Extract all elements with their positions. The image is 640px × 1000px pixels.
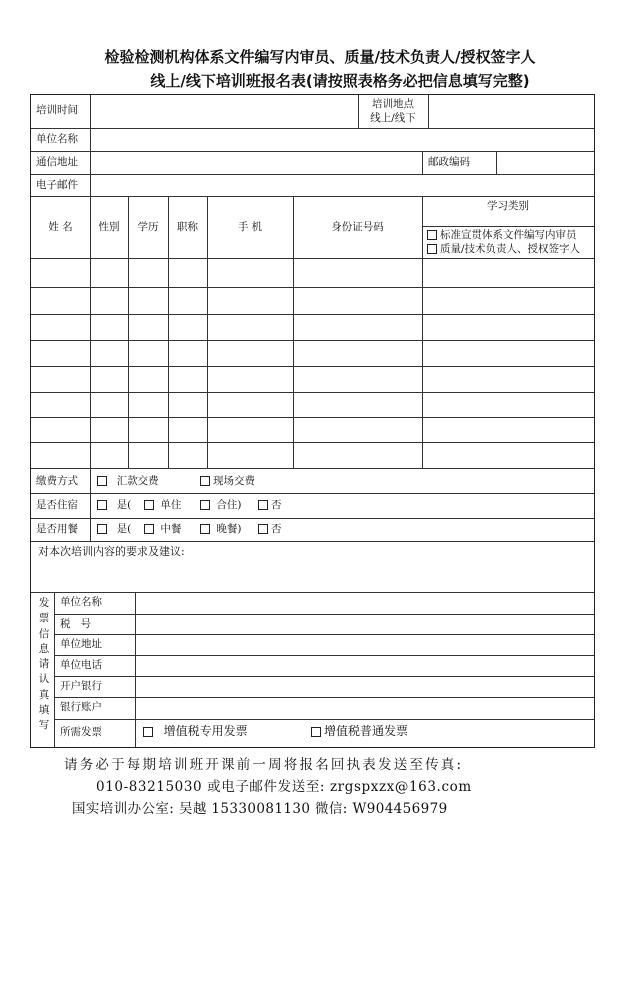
header-title: 职称: [177, 221, 198, 233]
address-field[interactable]: [91, 152, 422, 174]
invoice-option-special-vat[interactable]: 增值税专用发票: [143, 725, 248, 738]
checkbox-icon: [144, 524, 154, 534]
header-name: 姓 名: [48, 221, 73, 233]
form-title-line1: 检验检测机构体系文件编写内审员、质量/技术负责人/授权签字人: [104, 48, 536, 66]
invoice-bank-field[interactable]: [136, 677, 594, 697]
invoice-unit-name-label: 单位名称: [60, 596, 102, 608]
checkbox-icon: [427, 230, 437, 240]
meals-lunch[interactable]: 中餐: [144, 523, 181, 536]
invoice-tax-no-label: 税 号: [60, 618, 92, 630]
invoice-bank-label: 开户银行: [60, 680, 102, 692]
checkbox-icon: [143, 727, 153, 737]
meals-no[interactable]: 否: [258, 523, 282, 536]
lodging-no[interactable]: 否: [258, 499, 282, 512]
invoice-unit-address-field[interactable]: [136, 635, 594, 655]
header-study-category: 学习类别: [487, 200, 529, 212]
invoice-tax-no-field[interactable]: [136, 615, 594, 634]
training-location-label-line2: 线上/线下: [370, 112, 416, 124]
invoice-unit-address-label: 单位地址: [60, 638, 102, 650]
email-field[interactable]: [91, 175, 594, 196]
lodging-label: 是否住宿: [36, 499, 78, 511]
checkbox-icon: [200, 500, 210, 510]
invoice-unit-name-field[interactable]: [136, 593, 594, 614]
training-time-field[interactable]: [91, 96, 358, 128]
payment-label: 缴费方式: [36, 475, 78, 487]
form-title-line2: 线上/线下培训班报名表(请按照表格务必把信息填写完整): [150, 72, 530, 90]
invoice-required-label: 所需发票: [60, 726, 102, 738]
lodging-single[interactable]: 单住: [144, 499, 181, 512]
training-location-label-line1: 培训地点: [372, 98, 414, 110]
payment-option-remittance[interactable]: 汇款交费: [97, 475, 159, 488]
unit-name-field[interactable]: [91, 129, 594, 151]
meals-label: 是否用餐: [36, 523, 78, 535]
checkbox-icon: [97, 500, 107, 510]
checkbox-icon: [427, 244, 437, 254]
postal-code-label: 邮政编码: [428, 156, 470, 168]
checkbox-icon: [200, 476, 210, 486]
invoice-unit-phone-label: 单位电话: [60, 659, 102, 671]
header-mobile: 手 机: [237, 221, 263, 233]
invoice-side-label: 发 票 信 息 请 认 真 填 写: [38, 597, 50, 732]
header-education: 学历: [137, 221, 159, 233]
lodging-yes[interactable]: 是(: [97, 499, 131, 512]
suggestions-label: 对本次培训内容的要求及建议:: [38, 545, 185, 558]
training-location-field[interactable]: [429, 96, 594, 128]
category-option-quality-manager[interactable]: 质量/技术负责人、授权签字人: [427, 243, 580, 256]
participant-rows[interactable]: [31, 259, 594, 468]
checkbox-icon: [258, 500, 268, 510]
checkbox-icon: [97, 524, 107, 534]
address-label: 通信地址: [36, 156, 78, 168]
payment-option-onsite[interactable]: 现场交费: [200, 475, 255, 488]
footer-office-contact: 国实培训办公室: 吴越 15330081130 微信: W904456979: [72, 801, 448, 817]
invoice-unit-phone-field[interactable]: [136, 656, 594, 676]
suggestions-field[interactable]: [31, 560, 594, 592]
unit-name-label: 单位名称: [36, 133, 78, 145]
invoice-bank-account-field[interactable]: [136, 698, 594, 719]
header-gender: 性别: [98, 221, 120, 233]
category-option-internal-auditor[interactable]: 标准宣贯体系文件编写内审员: [427, 229, 577, 242]
checkbox-icon: [258, 524, 268, 534]
postal-code-field[interactable]: [497, 152, 594, 174]
training-time-label: 培训时间: [36, 104, 78, 116]
invoice-bank-account-label: 银行账户: [60, 701, 102, 713]
footer-fax-instruction: 请务必于每期培训班开课前一周将报名回执表发送至传真:: [64, 757, 464, 773]
meals-yes[interactable]: 是(: [97, 523, 131, 536]
invoice-option-normal-vat[interactable]: 增值税普通发票: [311, 725, 408, 738]
checkbox-icon: [97, 476, 107, 486]
footer-contact-fax-email: 010-83215030 或电子邮件发送至: zrgspxzx@163.com: [96, 779, 472, 795]
checkbox-icon: [200, 524, 210, 534]
email-label: 电子邮件: [36, 179, 78, 191]
checkbox-icon: [311, 727, 321, 737]
lodging-shared[interactable]: 合住): [200, 499, 241, 512]
meals-dinner[interactable]: 晚餐): [200, 523, 241, 536]
header-id-number: 身份证号码: [331, 221, 384, 233]
checkbox-icon: [144, 500, 154, 510]
